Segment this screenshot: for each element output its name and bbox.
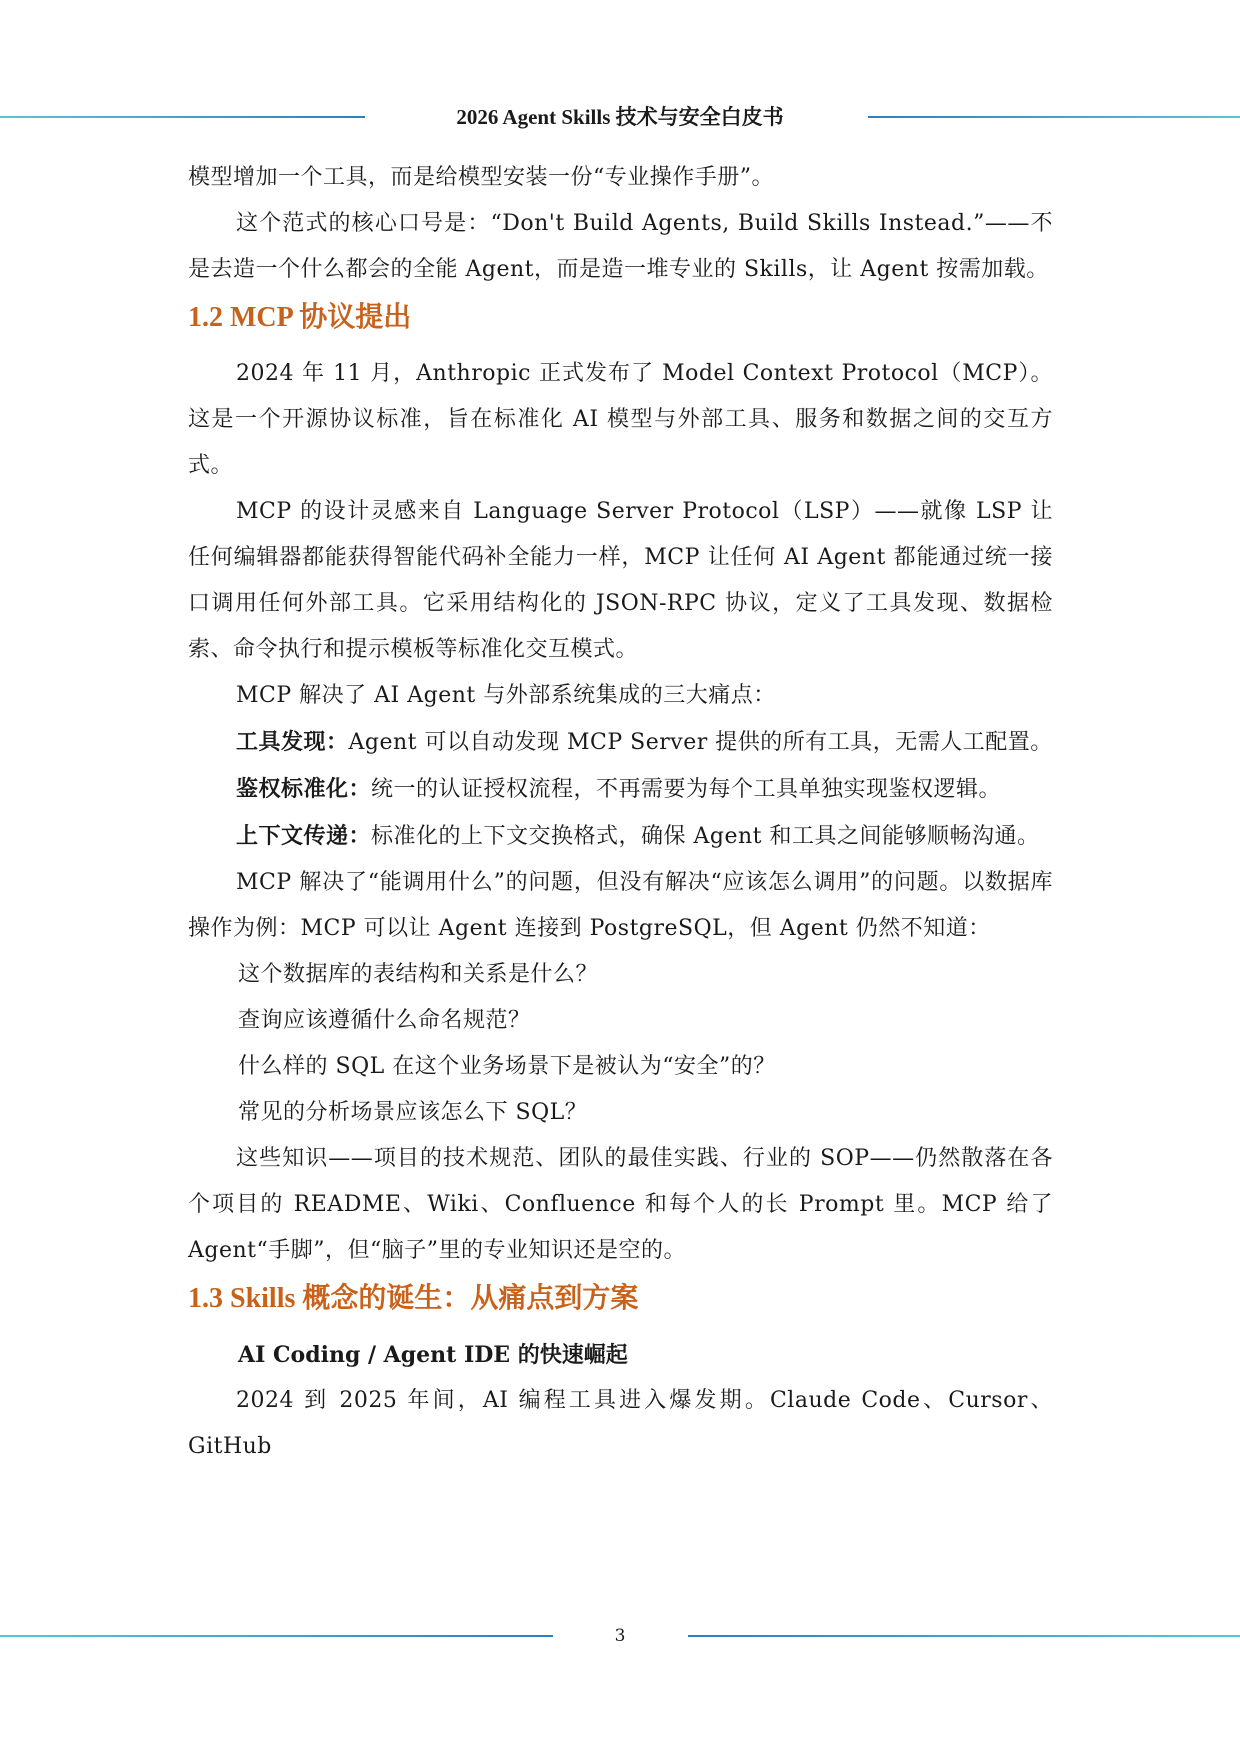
section-heading-1-3: 1.3 Skills 概念的诞生：从痛点到方案 — [188, 1283, 639, 1314]
question-item: 查询应该遵循什么命名规范？ — [238, 1008, 531, 1033]
pain-point-auth — [188, 766, 1053, 813]
paragraph: MCP 的设计灵感来自 Language Server Protocol（LSP）——就像 LSP 让任何编辑器都能获得智能代码补全能力一样，MCP 让任何 AI Agent 都能通过统一接口调用任何外部工具。它采用结构化的 JSON-RPC 协议，定义了工具发现、数据检索、命令执行和提示模板等标准化交互模式。 — [188, 499, 1053, 662]
paragraph: 2024 到 2025 年间，AI 编程工具进入爆发期。Claude Code、Cursor、GitHub — [188, 1388, 1053, 1459]
pain-point-label: 鉴权标准化： — [236, 776, 372, 802]
page-body — [188, 155, 1053, 1470]
pain-point-label: 上下文传递： — [236, 823, 372, 849]
paragraph: MCP 解决了“能调用什么”的问题，但没有解决“应该怎么调用”的问题。以数据库操作为例：MCP 可以让 Agent 连接到 PostgreSQL，但 Agent 仍然不知道： — [188, 870, 1053, 941]
paragraph: MCP 解决了 AI Agent 与外部系统集成的三大痛点： — [236, 683, 776, 708]
section-heading-1-2: 1.2 MCP 协议提出 — [188, 302, 412, 333]
pain-point-text: 标准化的上下文交换格式，确保 Agent 和工具之间能够顺畅沟通。 — [371, 824, 1040, 849]
page-number: 3 — [614, 1626, 626, 1646]
paragraph: 2024 年 11 月，Anthropic 正式发布了 Model Context Protocol（MCP）。这是一个开源协议标准，旨在标准化 AI 模型与外部工具、服务和数据之间的交互方式。 — [188, 361, 1053, 478]
subsection-heading: AI Coding / Agent IDE 的快速崛起 — [238, 1342, 628, 1368]
footer-rule-left — [0, 1635, 553, 1637]
question-item: 常见的分析场景应该怎么下 SQL？ — [238, 1100, 588, 1125]
pain-point-text: Agent 可以自动发现 MCP Server 提供的所有工具，无需人工配置。 — [348, 730, 1053, 755]
running-header: 2026 Agent Skills 技术与安全白皮书 — [456, 105, 784, 129]
header-rule-left — [0, 116, 365, 118]
paragraph: 模型增加一个工具，而是给模型安装一份“专业操作手册”。 — [188, 165, 774, 190]
pain-point-text: 统一的认证授权流程，不再需要为每个工具单独实现鉴权逻辑。 — [371, 777, 1002, 802]
pain-point-tool-discovery — [188, 719, 1053, 766]
pain-point-label: 工具发现： — [236, 729, 349, 755]
pain-point-context — [188, 813, 1053, 860]
footer-rule-right — [688, 1635, 1240, 1637]
paragraph: 这个范式的核心口号是：“Don't Build Agents, Build Skills Instead.”——不是去造一个什么都会的全能 Agent，而是造一堆专业的 Skills，让 Agent 按需加载。 — [188, 211, 1053, 282]
paragraph: 这些知识——项目的技术规范、团队的最佳实践、行业的 SOP——仍然散落在各个项目的 README、Wiki、Confluence 和每个人的长 Prompt 里。MCP 给了 Agent“手脚”，但“脑子”里的专业知识还是空的。 — [188, 1146, 1053, 1263]
question-item: 什么样的 SQL 在这个业务场景下是被认为“安全”的？ — [238, 1054, 776, 1079]
header-rule-right — [868, 116, 1240, 118]
question-item: 这个数据库的表结构和关系是什么？ — [238, 962, 599, 987]
